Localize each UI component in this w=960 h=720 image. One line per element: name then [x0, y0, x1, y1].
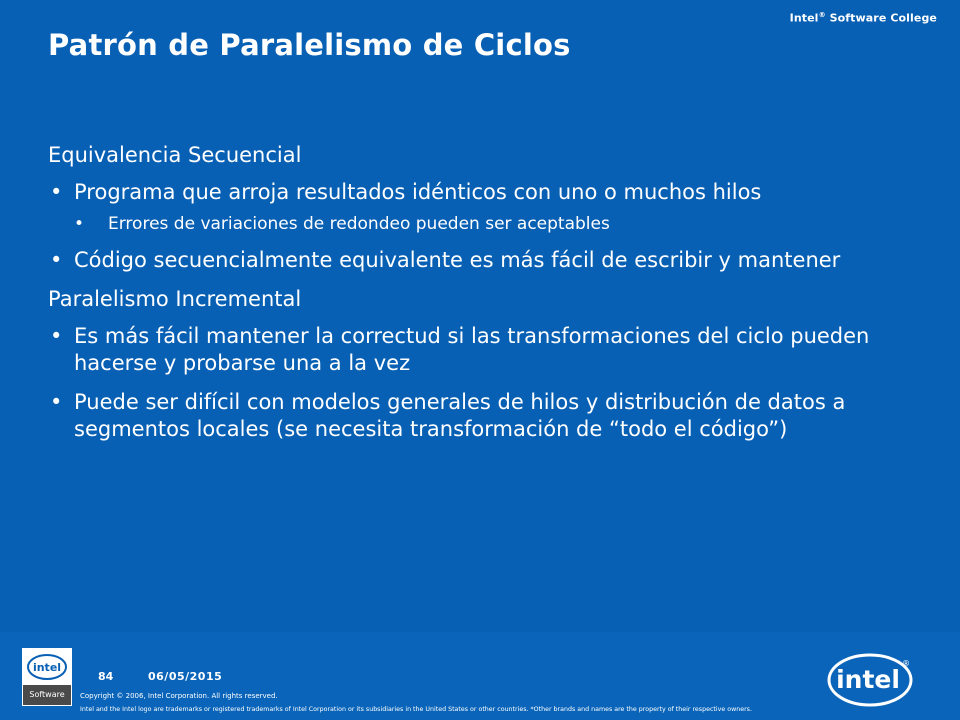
slide-content [48, 142, 928, 455]
registered-mark: ® [818, 11, 826, 19]
intel-logo [826, 650, 916, 714]
intel-software-logo-top [23, 649, 71, 685]
copyright-text: Copyright © 2006, Intel Corporation. All rights reserved. [80, 692, 278, 700]
bullet-item [48, 389, 928, 443]
bullet-item [48, 323, 928, 377]
bullet-item [48, 247, 928, 274]
brand-name: Intel [789, 11, 819, 25]
intel-logo-word: intel [836, 665, 900, 694]
intel-small-logo-icon [23, 649, 71, 685]
logo-caption: Software [23, 685, 71, 705]
bullet-icon: • [50, 324, 63, 348]
bullet-icon: • [50, 390, 63, 414]
trademark-text: Intel and the Intel logo are trademarks or registered trademarks of Intel Corporation or its subsidiaries in the United States or other countries. *Other brands and names are the property of their respective owners. [80, 706, 752, 713]
bullet-text: Programa que arroja resultados idénticos con uno o muchos hilos [74, 180, 762, 204]
slide-date: 06/05/2015 [148, 670, 223, 683]
bullet-text: Puede ser difícil con modelos generales de hilos y distribución de datos a segmentos locales (se necesita transformación de “todo el código”) [74, 390, 846, 441]
sub-bullet-item [48, 212, 928, 236]
intel-logo-icon [826, 650, 916, 710]
brand-suffix: Software College [825, 11, 937, 25]
bullet-item [48, 179, 928, 206]
section-heading-incremental: Paralelismo Incremental [48, 287, 302, 311]
slide-title: Patrón de Paralelismo de Ciclos [48, 28, 571, 62]
bullet-icon: • [50, 248, 63, 272]
intel-software-logo [22, 648, 72, 706]
sub-bullet-text: Errores de variaciones de redondeo pueden ser aceptables [108, 214, 610, 234]
section-heading-sequential: Equivalencia Secuencial [48, 143, 302, 167]
bullet-icon: • [74, 214, 85, 234]
intel-logo-mark: ® [902, 659, 910, 668]
brand-label [790, 11, 937, 25]
bullet-text: Es más fácil mantener la correctud si las transformaciones del ciclo pueden hacerse y probarse una a la vez [74, 324, 870, 375]
bullet-text: Código secuencialmente equivalente es más fácil de escribir y mantener [74, 248, 841, 272]
page-number: 84 [98, 670, 114, 683]
logo-word: intel [32, 661, 62, 674]
bullet-icon: • [50, 180, 63, 204]
